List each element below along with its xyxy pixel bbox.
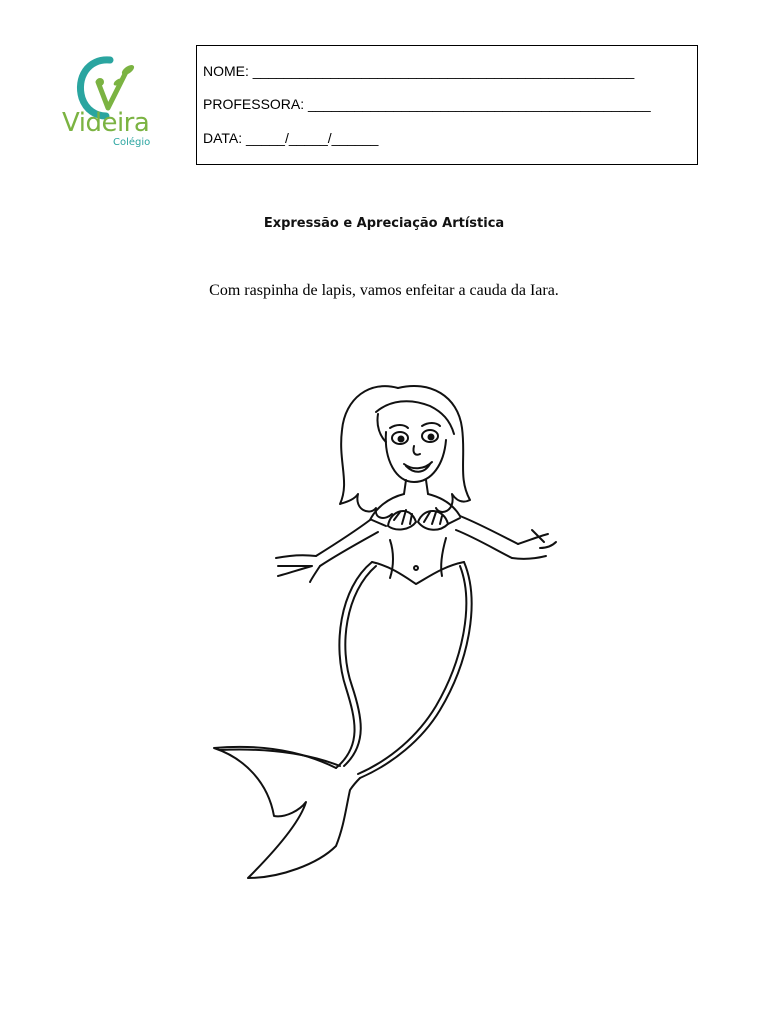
mermaid-outline-icon — [140, 370, 620, 890]
name-field-line: NOME: _________________________________________________ — [203, 63, 635, 79]
logo-sub-text: Colégio — [113, 137, 151, 148]
school-logo — [58, 52, 162, 156]
student-info-box — [196, 45, 698, 165]
subject-title: Expressão e Apreciação Artística — [263, 216, 505, 231]
teacher-field-line: PROFESSORA: ____________________________________________ — [203, 96, 651, 112]
date-field-line: DATA: _____/_____/______ — [203, 130, 379, 146]
logo-brand-text: Videira — [62, 108, 150, 138]
mermaid-illustration — [140, 370, 620, 890]
instruction-text: Com raspinha de lapis, vamos enfeitar a cauda da Iara. — [209, 282, 559, 299]
